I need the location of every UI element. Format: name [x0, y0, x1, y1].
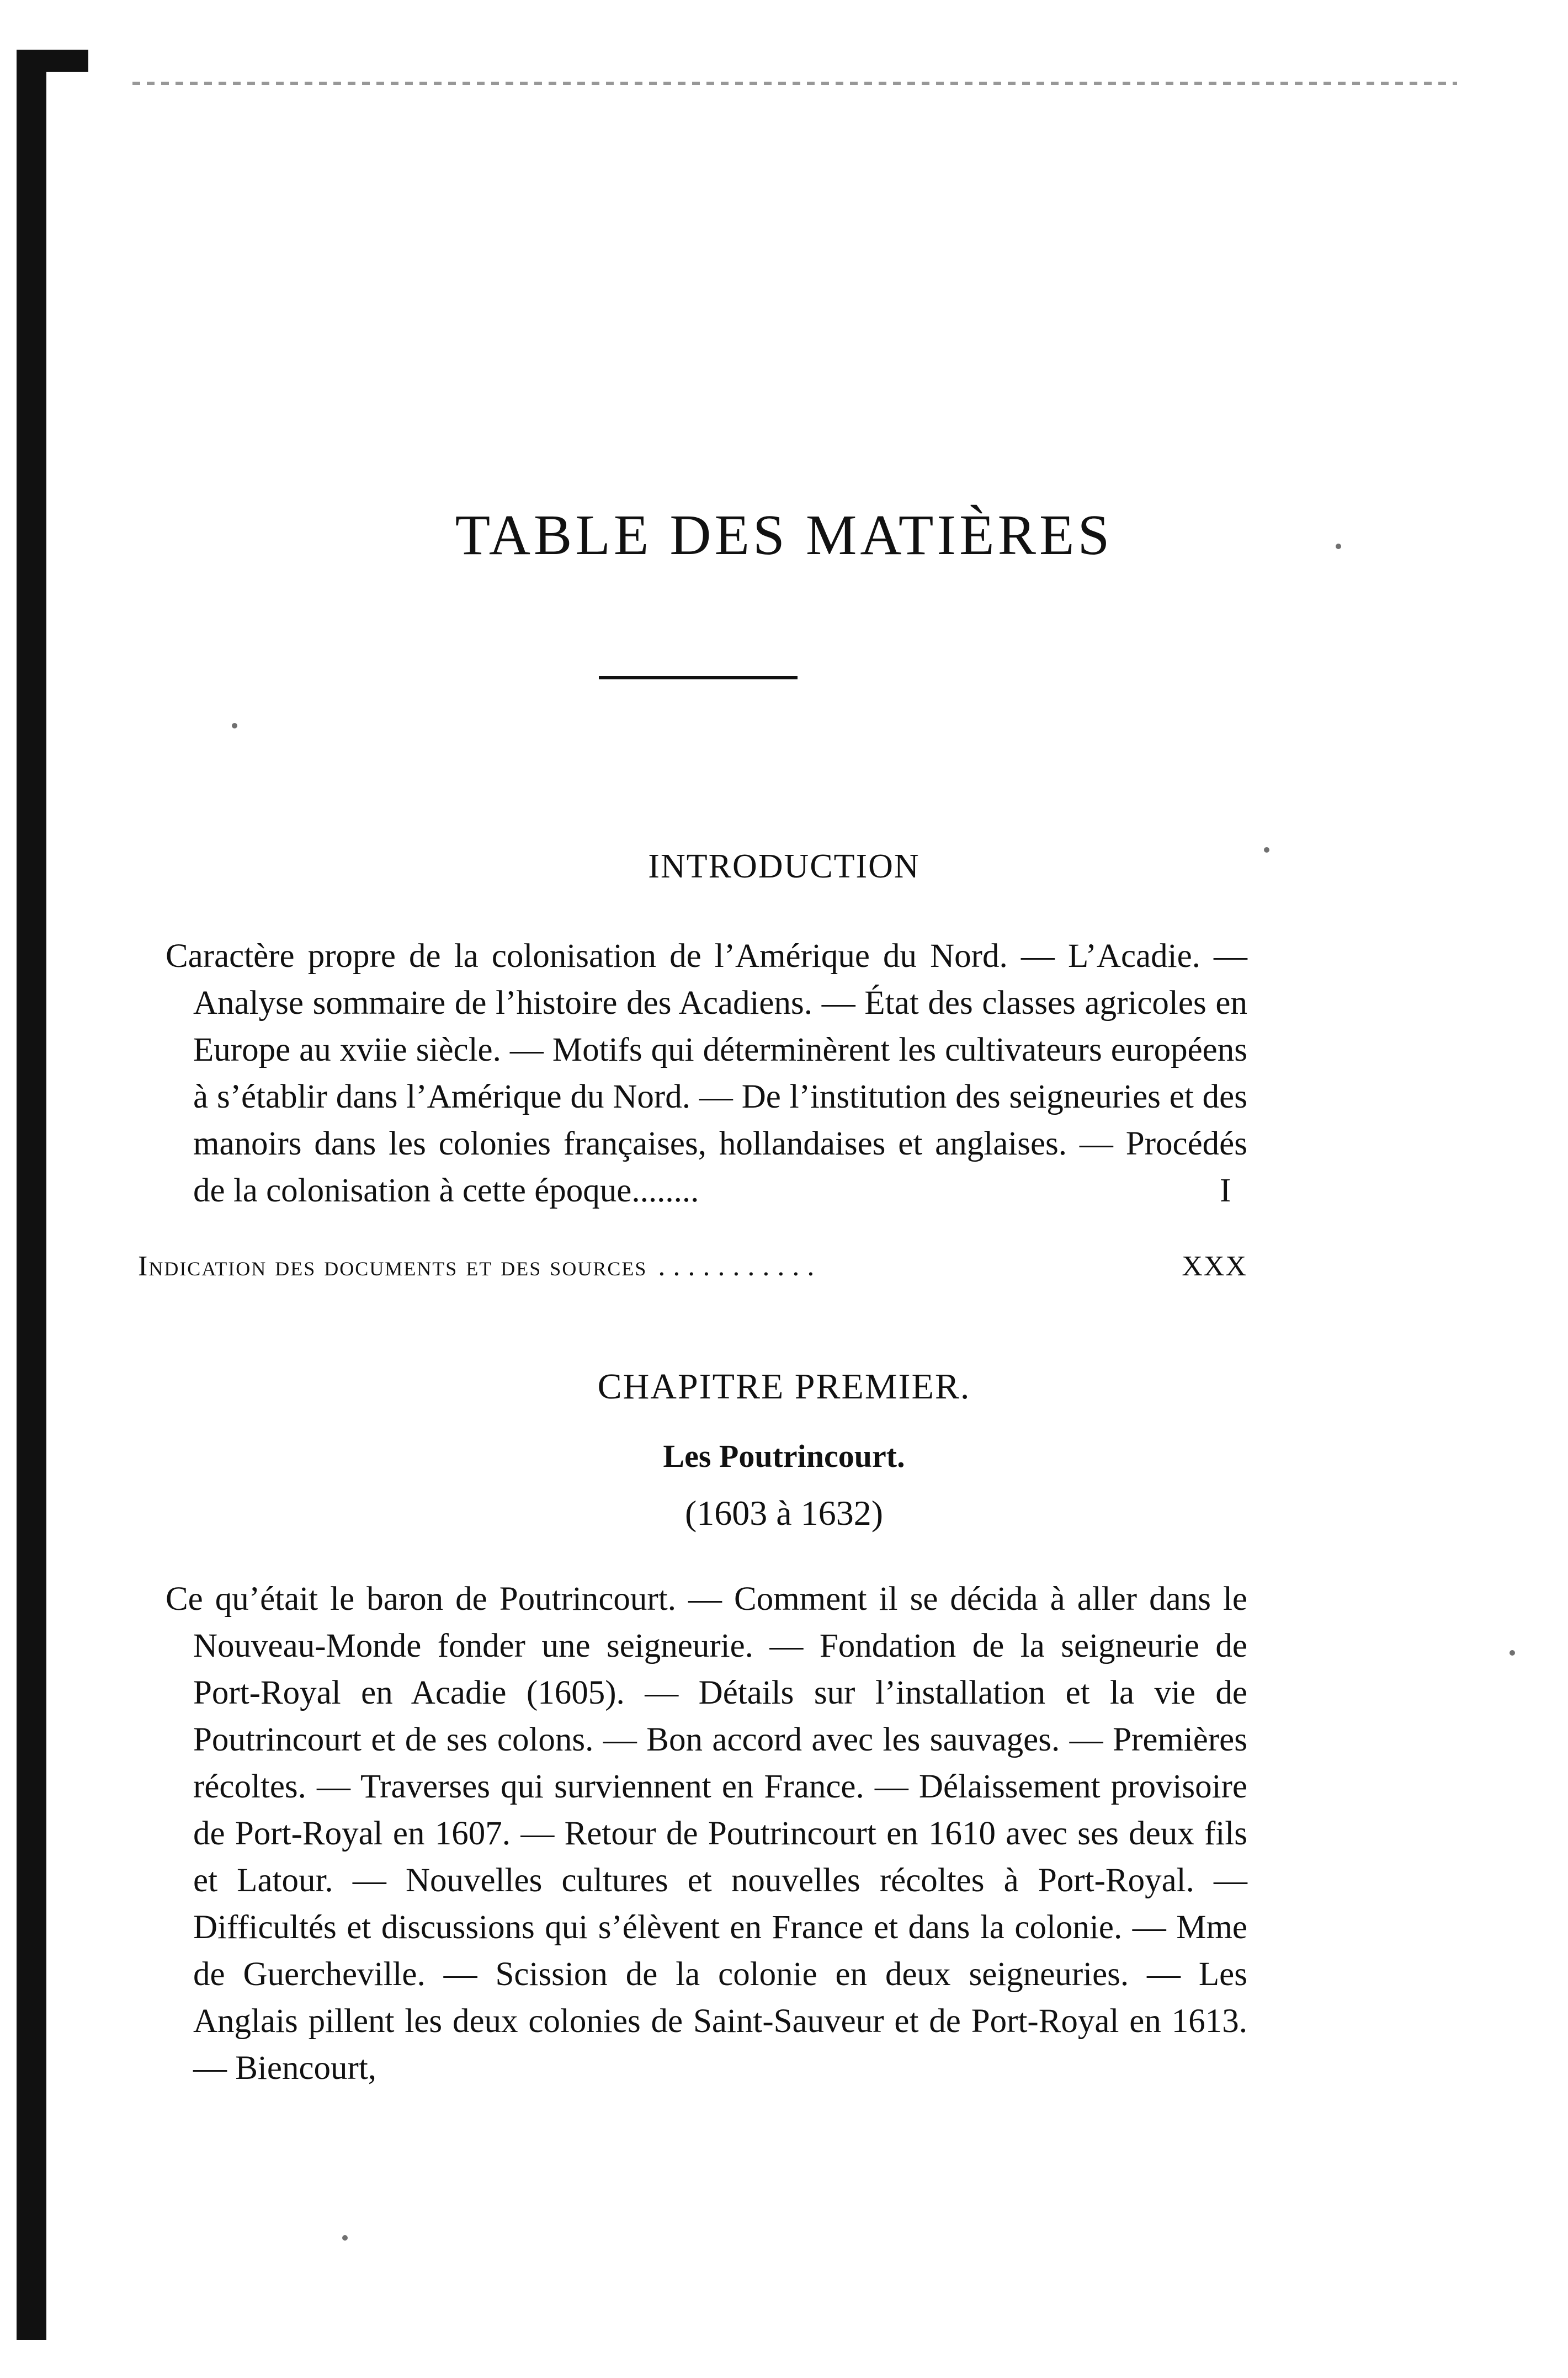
scan-speck: [1509, 1650, 1515, 1656]
indication-page-number: XXX: [1182, 1251, 1247, 1282]
chapter-dates: (1603 à 1632): [684, 1493, 884, 1533]
chapter-summary: Ce qu’était le baron de Poutrincourt. — Comment il se décida à aller dans le Nouveau-Monde fonder une seigneurie. — Fondation de la seigneurie de Port-Royal en Acadie (1605). — Détails sur l’installation et la vie de Poutrincourt et de ses colons. — Bon accord avec les sauvages. — Premières récoltes. — Traverses qui surviennent en France. — Délaissement provisoire de Port-Royal en 1607. — Retour de Poutrincourt en 1610 avec ses deux fils et Latour. — Nouvelles cultures et nouvelles récoltes à Port-Royal. — Difficultés et discussions qui s’élèvent en France et dans la colonie. — Mme de Guercheville. — Scission de la colonie en deux seigneuries. — Les Anglais pillent les deux colonies de Saint-Sauveur et de Port-Royal en 1613.— Biencourt,: [166, 1581, 1247, 2087]
scan-speck: [232, 723, 237, 728]
scan-speck: [342, 2235, 348, 2241]
indication-leader: ...........: [658, 1251, 822, 1282]
introduction-summary: Caractère propre de la colonisation de l’Amérique du Nord. — L’Acadie. — Analyse sommaire de l’histoire des Acadiens. — État des classes agricoles en Europe au xviie siècle. — Motifs qui déterminèrent les cultivateurs européens à s’établir dans l’Amérique du Nord. — De l’institution des seigneuries et des manoirs dans les colonies françaises, hollandaises et anglaises. — Procédés de la colonisation à cette époque........ I: [166, 938, 1247, 1209]
scan-speck: [1336, 544, 1341, 549]
binding-edge: [17, 50, 46, 2340]
binding-edge-cap: [17, 50, 88, 72]
introduction-leader: ........: [631, 1172, 699, 1209]
chapter-subtitle: Les Poutrincourt.: [663, 1438, 905, 1474]
indication-label: Indication des documents et des sources: [138, 1251, 647, 1282]
page-title: TABLE DES MATIÈRES: [455, 503, 1113, 567]
introduction-text: Caractère propre de la colonisation de l’Amérique du Nord. — L’Acadie. — Analyse sommaire de l’histoire des Acadiens. — État des classes agricoles en Europe au xviie siècle. — Motifs qui déterminèrent les cultivateurs européens à s’établir dans l’Amérique du Nord. — De l’institution des seigneuries et des manoirs dans les colonies françaises, hollandaises et anglaises. — Procédés de la colonisation à cette époque: [166, 938, 1247, 1209]
indication-entry: [138, 1250, 1247, 1283]
scan-top-noise: [132, 82, 1457, 85]
scan-speck: [1264, 847, 1269, 853]
title-rule: [599, 676, 798, 679]
introduction-heading: INTRODUCTION: [648, 848, 920, 885]
chapter-heading: CHAPITRE PREMIER.: [597, 1366, 971, 1407]
